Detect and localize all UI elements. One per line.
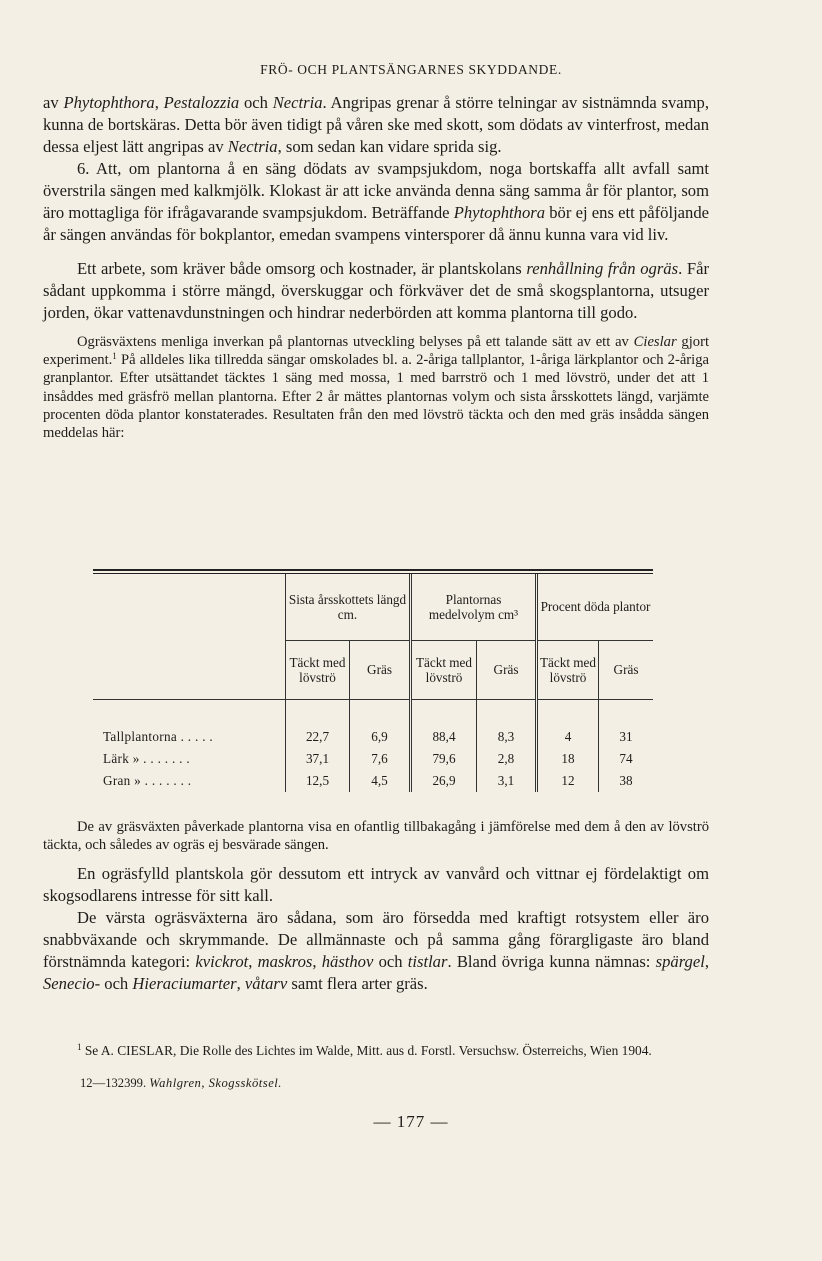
table-cell: 6,9 [350,704,411,748]
table-row [93,704,653,748]
running-head: FRÖ- OCH PLANTSÄNGARNES SKYDDANDE. [260,62,562,77]
table-cell: 8,3 [477,704,537,748]
table-cell: 4 [537,704,599,748]
table-cell: 37,1 [286,748,350,770]
table-cell: 79,6 [411,748,477,770]
table-cell: 31 [599,704,654,748]
subheader: Täckt med lövströ [537,641,599,700]
table-cell: 3,1 [477,770,537,792]
table-cell: 4,5 [350,770,411,792]
footnote: $^1$ Se A. CIESLAR, Die Rolle des Lichtes im Walde, Mitt. aus d. Forstl. Versuchsw. Österreichs, Wien 1904. [77,1042,652,1058]
table-row [93,770,653,792]
table-cell: 12,5 [286,770,350,792]
table-cell: 26,9 [411,770,477,792]
row-label: Tallplantorna . . . . . [103,729,213,745]
table-cell: 38 [599,770,654,792]
header-dead-percent: Procent döda plantor [537,574,654,641]
results-table [93,569,653,792]
table-cell: 7,6 [350,748,411,770]
table-cell: 18 [537,748,599,770]
subheader: Gräs [599,641,654,700]
header-volume: Plantornas medelvolym cm³ [411,574,537,641]
page-number: — 177 — [373,1112,449,1131]
row-label: Gran » . . . . . . . [103,773,192,789]
upper-text [43,92,709,442]
subheader: Täckt med lövströ [411,641,477,700]
paragraph-1: av Phytophthora, Pestalozzia och Nectria. Angripas grenar å större telningar av sistnämnda svamp, kunna de bortskäras. Detta bör även tidigt på våren ske med skott, som dödats av vinterfrost, medan dessa eljest lätt angripas av Nectria, som sedan kan vidare sprida sig. [43,93,710,156]
subheader: Täckt med lövströ [286,641,350,700]
table-cell: 74 [599,748,654,770]
paragraph-3: Ett arbete, som kräver både omsorg och kostnader, är plantskolans renhållning från ogräs. Får sådant uppkomma i större mängd, överskuggar och förkväver det de små skogsplantorna, utsuger jorden, ökar vattenavdunstningen och hindrar nederbörden att komma plantorna till godo. [43,259,710,322]
table-cell: 22,7 [286,704,350,748]
subheader: Gräs [477,641,537,700]
subheader: Gräs [350,641,411,700]
table-cell: 12 [537,770,599,792]
printer-signature: 12—132399. Wahlgren, Skogsskötsel. [80,1076,282,1090]
row-label: Lärk » . . . . . . . [103,751,190,767]
table-cell: 2,8 [477,748,537,770]
table-cell: 88,4 [411,704,477,748]
paragraph-6: En ogräsfylld plantskola gör dessutom ett intryck av vanvård och vittnar ej fördelaktigt om skogsodlarens intresse för sitt kall. [43,864,709,906]
paragraph-2: 6. Att, om plantorna å en säng dödats av svampsjukdom, noga bortskaffa allt avfall samt överstrila sängen med kalkmjölk. Klokast är att icke använda denna säng samma år för plantor, som äro mottagliga för ifrågavarande svampsjukdom. Beträffande Phytophthora bör ej ens ett påföljande år sängen användas för bokplantor, emedan svampens vintersporer då ännu kunna vara vid liv. [43,159,709,244]
paragraph-7: De värsta ogräsväxterna äro sådana, som äro försedda med kraftigt rotsystem eller äro snabbväxande och skrymmande. De allmännaste och på samma gång förargligaste äro bland förstnämnda kategori: kvickrot, maskros, hästhov och tistlar. Bland övriga kunna nämnas: spärgel, Senecio- och Hieraciumarter, våtarv samt flera arter gräs. [43,908,709,994]
paragraph-4-small: Ogräsväxtens menliga inverkan på plantornas utveckling belyses på ett talande sätt av ett av Cieslar gjort experiment.$^1$ På alldeles lika tillredda sängar omskolades bl. a. 2-åriga tallplantor, 1-åriga lärkplantor och 2-åriga granplantor. Efter utsättandet täcktes 1 säng med mossa, 1 med barrströ och 1 med lövströ, under det att 1 insåddes med gräsfrö mellan plantorna. Efter 2 år mättes plantornas volym och sista årsskottets längd, varjämte procenten döda plantor konstaterades. Resultaten från den med lövströ täckta och den med gräs insådda sängen meddelas här: [43,334,709,442]
table-row [93,748,653,770]
header-shoot-length: Sista årsskottets längd cm. [286,574,411,641]
lower-text [43,818,709,995]
paragraph-5-small: De av gräsväxten påverkade plantorna visa en ofantlig tillbakagång i jämförelse med dem å den av lövströ täckta, och således av ogräs ej besvärade sängen. [43,819,709,854]
